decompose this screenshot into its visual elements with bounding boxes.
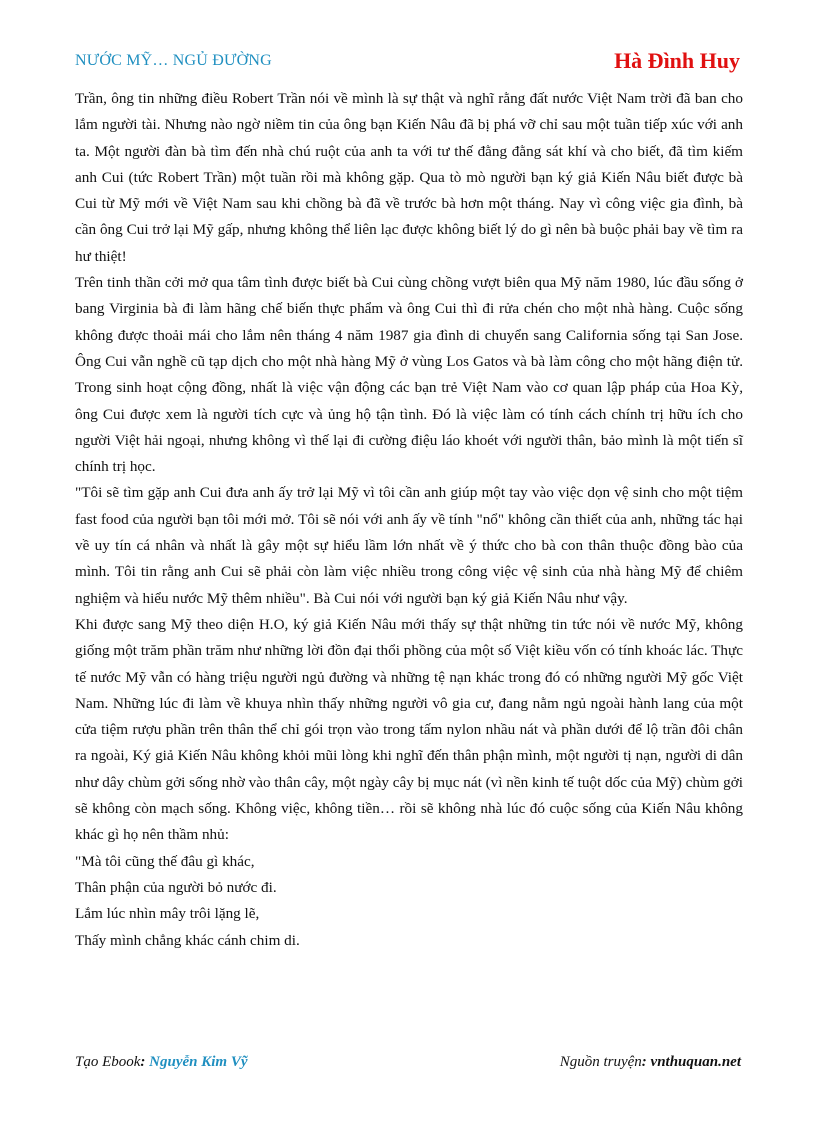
source-label: Nguồn truyện xyxy=(559,1054,642,1070)
page-body xyxy=(75,86,743,954)
paragraph: Khi được sang Mỹ theo diện H.O, ký giả Kiến Nâu mới thấy sự thật những tin tức nói về nước Mỹ, không giống một trăm phần trăm như những lời đồn đại thổi phồng của một số Việt kiều vốn có tính khoác lác. Thực tế nước Mỹ vẫn có hàng triệu người ngủ đường và những tệ nạn khác trong đó có những người Mỹ gốc Việt Nam. Những lúc đi làm về khuya nhìn thấy những người vô gia cư, đang nằm ngủ ngoài hành lang của một cửa tiệm rượu phần trên thân thể chỉ gói trọn vào trong tấm nylon nhầu nát và phần dưới để lộ trần đôi chân ra ngoài, Ký giả Kiến Nâu không khỏi mũi lòng khi nghĩ đến thân phận mình, một người tị nạn, người di dân như dây chùm gởi sống nhờ vào thân cây, một ngày cây bị mục nát (vì nền kinh tế tuột dốc của Mỹ) chùm gởi sẽ không còn mạch sống. Không việc, không tiền… rồi sẽ không nhà lúc đó cuộc sống của Kiến Nâu không khác gì họ nên thầm nhủ: xyxy=(75,615,743,844)
source-colon: : xyxy=(641,1054,651,1070)
source-site: vnthuquan.net xyxy=(650,1054,741,1070)
poem-line: Thân phận của người bỏ nước đi. xyxy=(75,878,277,896)
source-credit xyxy=(560,1054,741,1071)
book-title: NƯỚC MỸ… NGỦ ĐƯỜNG xyxy=(75,52,272,69)
paragraph: Trên tinh thần cởi mở qua tâm tình được biết bà Cui cùng chồng vượt biên qua Mỹ năm 1980, lúc đầu sống ở bang Virginia bà đi làm hãng chế biến thực phẩm và ông Cui thì đi rửa chén cho một nhà hàng. Cuộc sống không được thoải mái cho lắm nên tháng 4 năm 1987 gia đình di chuyển sang California sống tại San Jose. Ông Cui vẫn nghề cũ tạp dịch cho một nhà hàng Mỹ ở vùng Los Gatos và bà làm công cho một hãng điện tử. Trong sinh hoạt cộng đồng, nhất là việc vận động các bạn trẻ Việt Nam vào cơ quan lập pháp của Hoa Kỳ, ông Cui được xem là người tích cực và ủng hộ tận tình. Đó là việc làm có tính cách chính trị hữu ích cho người Việt hải ngoại, nhưng không vì thế lại đi cường điệu láo khoét với người thân, bảo mình là một tiến sĩ chính trị học. xyxy=(75,274,743,476)
author-name: Hà Đình Huy xyxy=(614,48,740,73)
paragraph: "Tôi sẽ tìm gặp anh Cui đưa anh ấy trở lại Mỹ vì tôi cần anh giúp một tay vào việc dọn vệ sinh cho một tiệm fast food của người bạn tôi mới mở. Tôi sẽ nói với anh ấy về tính "nổ" không cần thiết của anh, những tác hại về uy tín cá nhân và nhất là gây một sự hiểu lầm lớn nhất về ý thức cho bà con thân thuộc đồng bào của mình. Tôi tin rằng anh Cui sẽ phải còn làm việc nhiều trong công việc vệ sinh của nhà hàng Mỹ để chiêm nghiệm và hiểu nước Mỹ thêm nhiều". Bà Cui nói với người bạn ký giả Kiến Nâu như vậy. xyxy=(75,484,743,607)
ebook-colon: : xyxy=(140,1054,150,1070)
poem-line: Lắm lúc nhìn mây trôi lặng lẽ, xyxy=(75,905,260,923)
ebook-creator: Nguyễn Kim Vỹ xyxy=(149,1054,248,1070)
ebook-credit xyxy=(75,1054,248,1071)
poem-line: Thấy mình chẳng khác cánh chim di. xyxy=(75,931,300,949)
paragraph: Trần, ông tin những điều Robert Trần nói về mình là sự thật và nghĩ rằng đất nước Việt Nam trời đã ban cho lắm người tài. Nhưng nào ngờ niềm tin của ông bạn Kiến Nâu đã bị phá vỡ chỉ sau một tuần tiếp xúc với anh ta. Một người đàn bà tìm đến nhà chú ruột của anh ta với tư thế đằng đằng sát khí và cho biết, đã tìm kiếm anh Cui (tức Robert Trần) một tuần rồi mà không gặp. Qua tò mò người bạn ký giả Kiến Nâu biết được bà Cui từ Mỹ mới về Việt Nam sau khi chồng bà đã về trước bà hơn một tháng. Nay vì công việc gia đình, bà cần ông Cui trở lại Mỹ gấp, nhưng không thể liên lạc được không biết lý do gì nên bà buộc phải bay về tìm ra hư thiệt! xyxy=(75,90,743,265)
poem-line: "Mà tôi cũng thế đâu gì khác, xyxy=(75,852,255,870)
ebook-label: Tạo Ebook xyxy=(75,1054,141,1070)
